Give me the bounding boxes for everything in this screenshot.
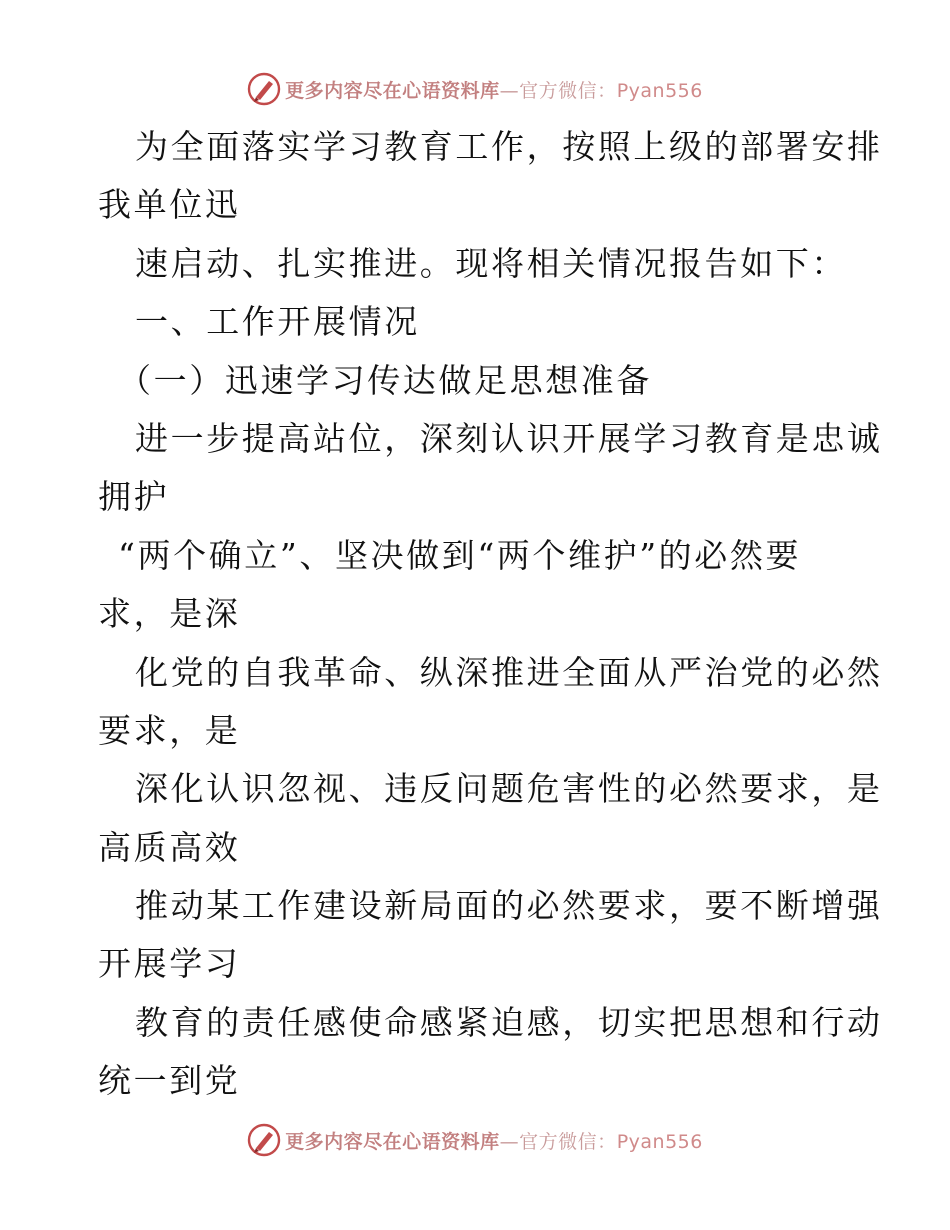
body-line: 进一步提高站位，深刻认识开展学习教育是忠诚: [135, 418, 883, 458]
watermark-brand: 更多内容尽在心语资料库: [285, 1130, 500, 1153]
watermark-wechat-label: 官方微信：: [519, 1130, 617, 1153]
watermark-wechat-id: Pyan556: [616, 79, 703, 102]
watermark-text: [285, 1127, 703, 1154]
body-line: 为全面落实学习教育工作，按照上级的部署安排: [135, 127, 883, 166]
subsection-heading: （一）迅速学习传达做足思想准备: [118, 360, 652, 400]
body-line: 我单位迅: [98, 185, 241, 225]
body-line: 教育的责任感使命感紧迫感，切实把思想和行动: [135, 1002, 883, 1042]
pen-logo-icon: [247, 1123, 281, 1157]
body-line: 高质高效: [98, 827, 241, 867]
body-line: “两个确立”、坚决做到“两个维护”的必然要: [118, 535, 802, 575]
watermark-wechat-id: Pyan556: [616, 1130, 703, 1153]
body-line: 拥护: [98, 477, 170, 517]
header-watermark: [0, 72, 950, 106]
document-body: [98, 118, 883, 1111]
body-line: 深化认识忽视、违反问题危害性的必然要求，是: [135, 769, 883, 809]
watermark-brand: 更多内容尽在心语资料库: [285, 79, 500, 102]
body-line: 要求，是: [98, 710, 241, 750]
body-line: 速启动、扎实推进。现将相关情况报告如下：: [135, 243, 847, 283]
body-line: 统一到党: [98, 1061, 241, 1101]
watermark-text: [285, 76, 703, 103]
footer-watermark: [0, 1123, 950, 1157]
watermark-dash: —: [499, 79, 520, 102]
body-line: 开展学习: [98, 944, 241, 984]
pen-logo-icon: [247, 72, 281, 106]
body-line: 求，是深: [98, 594, 241, 634]
section-heading: 一、工作开展情况: [135, 302, 420, 342]
body-line: 化党的自我革命、纵深推进全面从严治党的必然: [135, 652, 883, 692]
body-line: 推动某工作建设新局面的必然要求，要不断增强: [135, 886, 883, 926]
watermark-wechat-label: 官方微信：: [519, 79, 617, 102]
watermark-dash: —: [499, 1130, 520, 1153]
